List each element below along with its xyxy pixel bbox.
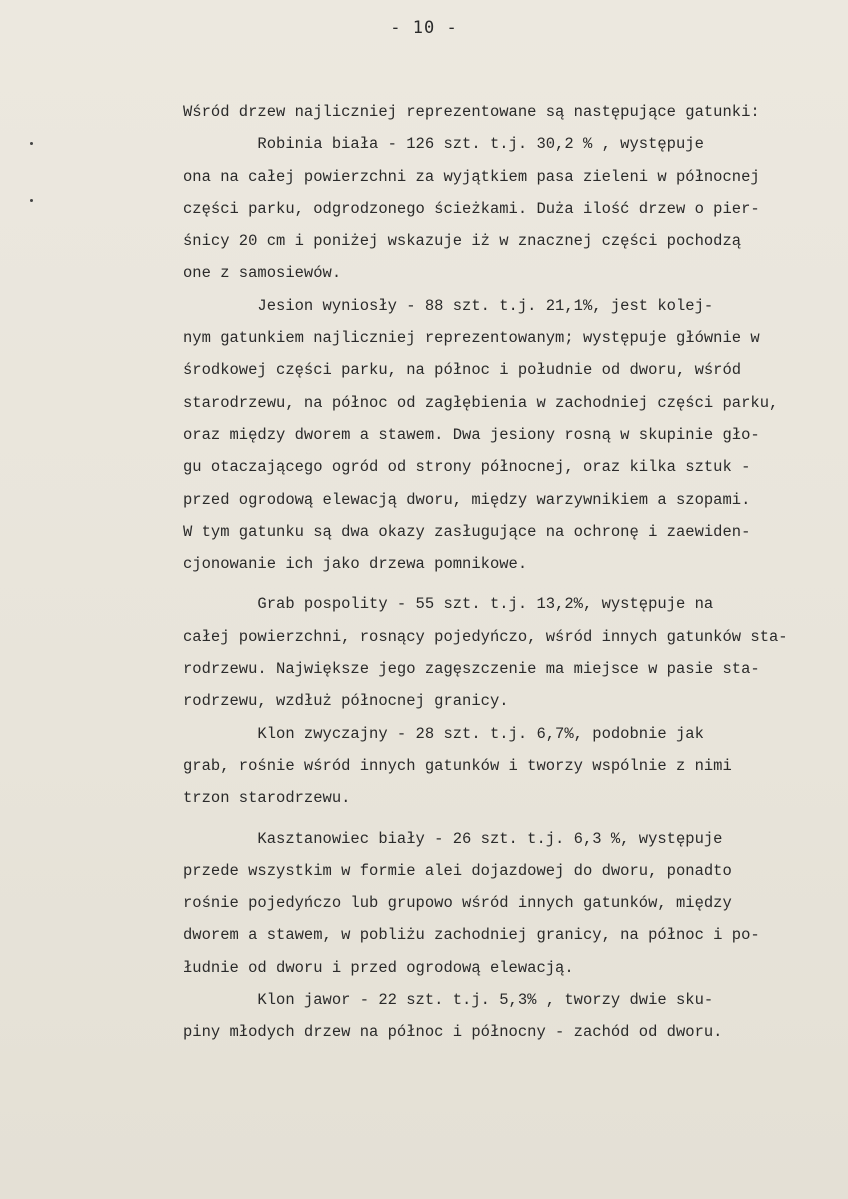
paragraph-gap [183, 815, 828, 823]
document-body [183, 96, 828, 1049]
text-line: rodrzewu. Największe jego zagęszczenie ma miejsce w pasie sta- [183, 660, 760, 679]
text-line: dworem a stawem, w pobliżu zachodniej granicy, na północ i po- [183, 926, 760, 945]
text-line: łudnie od dworu i przed ogrodową elewacją. [183, 958, 574, 977]
text-line: przed ogrodową elewacją dworu, między warzywnikiem a szopami. [183, 490, 751, 509]
text-line: Grab pospolity - 55 szt. t.j. 13,2%, występuje na [183, 595, 714, 614]
text-line: gu otaczającego ogród od strony północnej, oraz kilka sztuk - [183, 458, 751, 477]
paragraph-gap [183, 580, 828, 588]
margin-mark [30, 199, 33, 202]
text-line: rośnie pojedyńczo lub grupowo wśród innych gatunków, między [183, 894, 732, 913]
text-line: Jesion wyniosły - 88 szt. t.j. 21,1%, jest kolej- [183, 296, 714, 315]
text-line: oraz między dworem a stawem. Dwa jesiony rosną w skupinie gło- [183, 425, 760, 444]
text-line: piny młodych drzew na północ i północny - zachód od dworu. [183, 1023, 723, 1042]
text-line: całej powierzchni, rosnący pojedyńczo, wśród innych gatunków sta- [183, 627, 788, 646]
text-line: przede wszystkim w formie alei dojazdowej do dworu, ponadto [183, 861, 732, 880]
page-number: - 10 - [390, 18, 458, 38]
text-line: śnicy 20 cm i poniżej wskazuje iż w znacznej części pochodzą [183, 232, 742, 251]
text-line: nym gatunkiem najliczniej reprezentowanym; występuje głównie w [183, 329, 760, 348]
text-line: Klon jawor - 22 szt. t.j. 5,3% , tworzy dwie sku- [183, 991, 714, 1010]
margin-mark [30, 142, 33, 145]
text-line: Wśród drzew najliczniej reprezentowane są następujące gatunki: [183, 103, 760, 121]
text-line: środkowej części parku, na północ i południe od dworu, wśród [183, 361, 742, 380]
text-line: Robinia biała - 126 szt. t.j. 30,2 % , występuje [183, 135, 704, 154]
text-line: Kasztanowiec biały - 26 szt. t.j. 6,3 %, występuje [183, 829, 723, 848]
text-line: starodrzewu, na północ od zagłębienia w zachodniej części parku, [183, 393, 779, 412]
text-line: Klon zwyczajny - 28 szt. t.j. 6,7%, podobnie jak [183, 724, 704, 743]
text-line: grab, rośnie wśród innych gatunków i tworzy wspólnie z nimi [183, 756, 732, 775]
text-line: W tym gatunku są dwa okazy zasługujące na ochronę i zaewiden- [183, 522, 751, 541]
text-line: rodrzewu, wzdłuż północnej granicy. [183, 692, 509, 711]
text-line: trzon starodrzewu. [183, 789, 351, 808]
text-line: ona na całej powierzchni za wyjątkiem pasa zieleni w północnej [183, 167, 760, 186]
text-line: części parku, odgrodzonego ścieżkami. Duża ilość drzew o pier- [183, 199, 760, 218]
text-line: one z samosiewów. [183, 264, 342, 283]
text-line: cjonowanie ich jako drzewa pomnikowe. [183, 555, 528, 574]
